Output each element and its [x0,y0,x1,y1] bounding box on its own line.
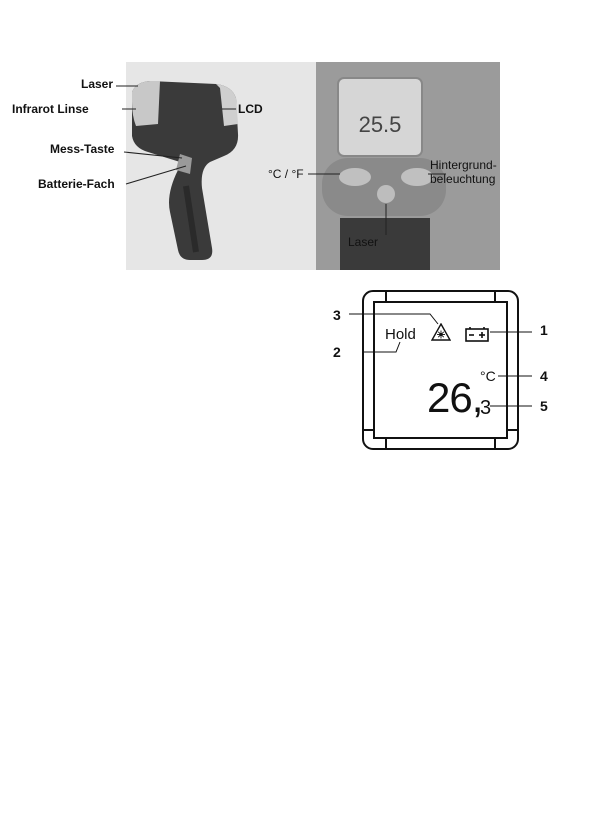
callout-number-1: 1 [540,322,548,338]
lcd-callout-lines [340,310,540,420]
label-backlight-line1: Hintergrund- [430,158,497,172]
lcd-unit-indicator: °C [480,368,496,384]
callout-number-2: 2 [333,344,341,360]
label-unit-button: °C / °F [268,167,304,181]
lcd-hold-indicator: Hold [385,326,416,343]
device-photo-panel [12,62,500,270]
label-laser: Laser [81,77,114,91]
callout-number-5: 5 [540,398,548,414]
label-measure-button: Mess-Taste [50,142,115,156]
lcd-value-decimal: 3 [480,397,492,419]
lcd-value-integer: 26, [427,374,483,421]
svg-text:25.5: 25.5 [358,112,402,137]
callout-number-3: 3 [333,307,341,323]
label-battery-compartment: Batterie-Fach [38,177,115,191]
label-laser-button: Laser [348,235,379,249]
label-infrared-lens: Infrarot Linse [12,102,89,116]
label-backlight-line2: beleuchtung [430,172,496,186]
label-lcd: LCD [238,102,263,116]
callout-number-4: 4 [540,368,548,384]
thermometer-side-view [132,81,238,260]
